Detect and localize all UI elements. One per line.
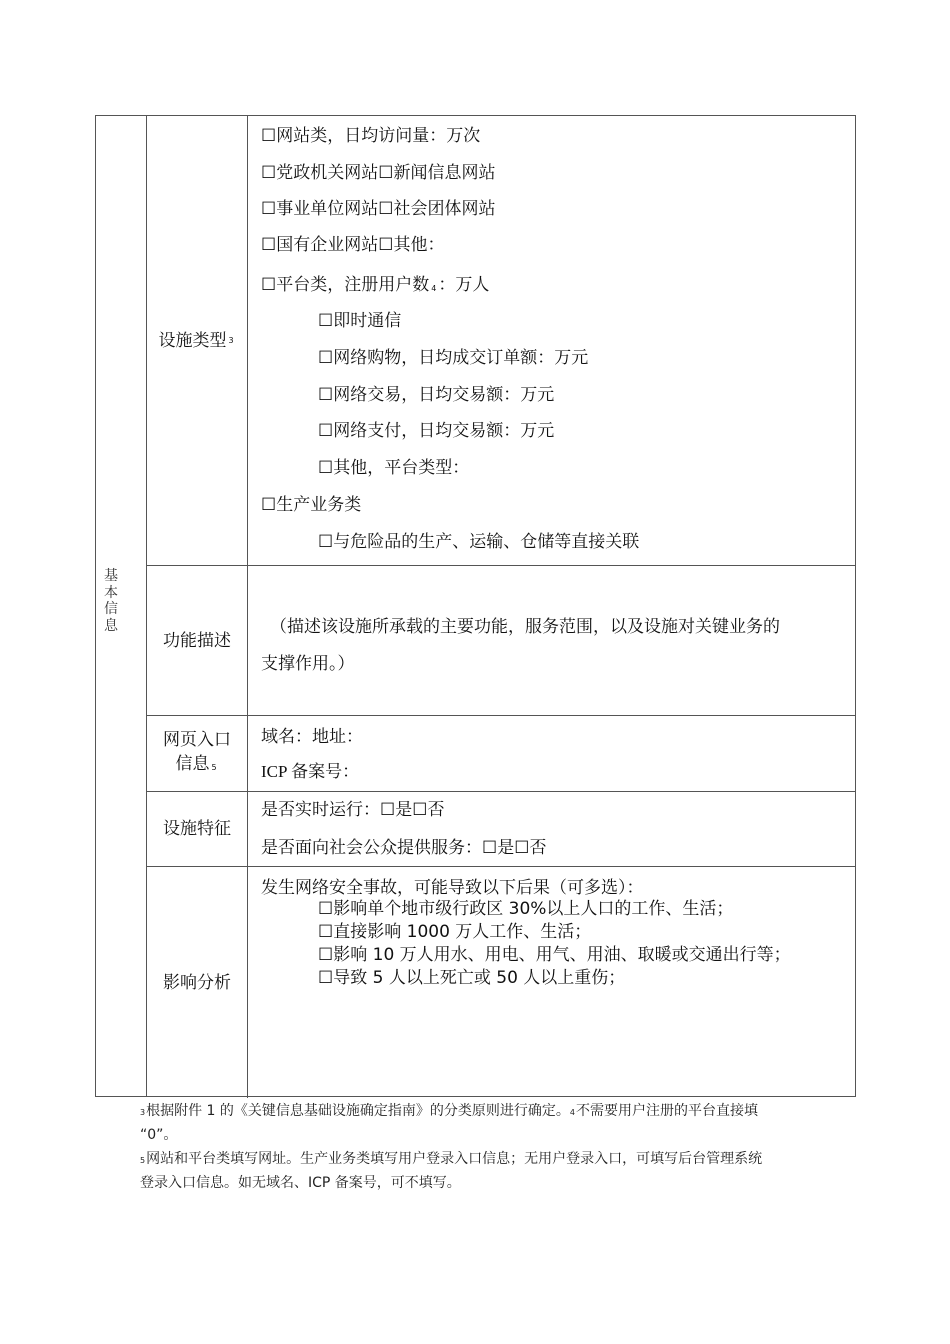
option-soe-other-sites[interactable]: ☐国有企业网站☐其他： (261, 235, 445, 255)
impact-option-3[interactable]: ☐影响 10 万人用水、用电、用气、用油、取暖或交通出行等； (318, 945, 791, 965)
option-hazardous[interactable]: ☐与危险品的生产、运输、仓储等直接关联 (318, 532, 640, 552)
label-function-desc: 功能描述 (147, 566, 248, 715)
row-features (147, 792, 855, 867)
impact-intro: 发生网络安全事故，可能导致以下后果（可多选）： (261, 878, 644, 898)
facility-type-options (248, 116, 855, 565)
function-desc-field[interactable] (248, 566, 855, 715)
option-online-payment[interactable]: ☐网络支付，日均交易额：万元 (318, 421, 555, 441)
icp-field[interactable]: ICP 备案号： (261, 762, 360, 781)
section-column (96, 116, 147, 1096)
footnote-4-cont: “0”。 (140, 1127, 178, 1143)
footnote-5: 5网站和平台类填写网址。生产业务类填写用户登录入口信息；无用户登录入口，可填写后台管理系统 (140, 1151, 763, 1167)
option-website[interactable]: ☐网站类，日均访问量：万次 (261, 126, 481, 146)
features-fields (248, 792, 855, 866)
option-institution-social-sites[interactable]: ☐事业单位网站☐社会团体网站 (261, 199, 496, 219)
row-function-desc (147, 566, 855, 716)
impact-option-4[interactable]: ☐导致 5 人以上死亡或 50 人以上重伤； (318, 968, 626, 988)
realtime-operation-choice[interactable]: 是否实时运行：☐是☐否 (261, 800, 445, 820)
row-impact (147, 867, 855, 1098)
info-form-table (95, 115, 856, 1097)
impact-option-2[interactable]: ☐直接影响 1000 万人工作、生活； (318, 922, 592, 942)
function-desc-hint-2: 支撑作用。） (261, 654, 355, 674)
entry-info-fields (248, 716, 855, 791)
option-instant-messaging[interactable]: ☐即时通信 (318, 311, 402, 331)
footnotes (140, 1100, 860, 1194)
option-platform[interactable]: ☐平台类，注册用户数 4 ：万人 (261, 275, 490, 295)
label-entry-info: 网页入口 信息 5 (147, 716, 248, 791)
impact-options (248, 867, 855, 1098)
option-other-platform[interactable]: ☐其他，平台类型： (318, 458, 470, 478)
option-production[interactable]: ☐生产业务类 (261, 495, 362, 515)
label-impact: 影响分析 (147, 867, 248, 1098)
function-desc-hint-1: （描述该设施所承载的主要功能，服务范围，以及设施对关键业务的 (270, 617, 780, 637)
option-online-shopping[interactable]: ☐网络购物，日均成交订单额：万元 (318, 348, 589, 368)
option-online-trading[interactable]: ☐网络交易，日均交易额：万元 (318, 385, 555, 405)
option-gov-news-sites[interactable]: ☐党政机关网站☐新闻信息网站 (261, 163, 496, 183)
footnote-3-4: 3根据附件 1 的《关键信息基础设施确定指南》的分类原则进行确定。4不需要用户注册的平台直接填 (140, 1103, 758, 1119)
row-entry-info (147, 716, 855, 792)
section-label-basic-info: 基 本 信 息 (104, 568, 118, 634)
footnote-5-cont: 登录入口信息。如无域名、ICP 备案号，可不填写。 (140, 1175, 461, 1191)
impact-option-1[interactable]: ☐影响单个地市级行政区 30%以上人口的工作、生活； (318, 899, 734, 919)
public-service-choice[interactable]: 是否面向社会公众提供服务：☐是☐否 (261, 838, 547, 858)
domain-address-field[interactable]: 域名：地址： (261, 727, 363, 747)
row-facility-type (147, 116, 855, 566)
label-features: 设施特征 (147, 792, 248, 866)
label-facility-type: 设施类型 3 (147, 116, 248, 565)
